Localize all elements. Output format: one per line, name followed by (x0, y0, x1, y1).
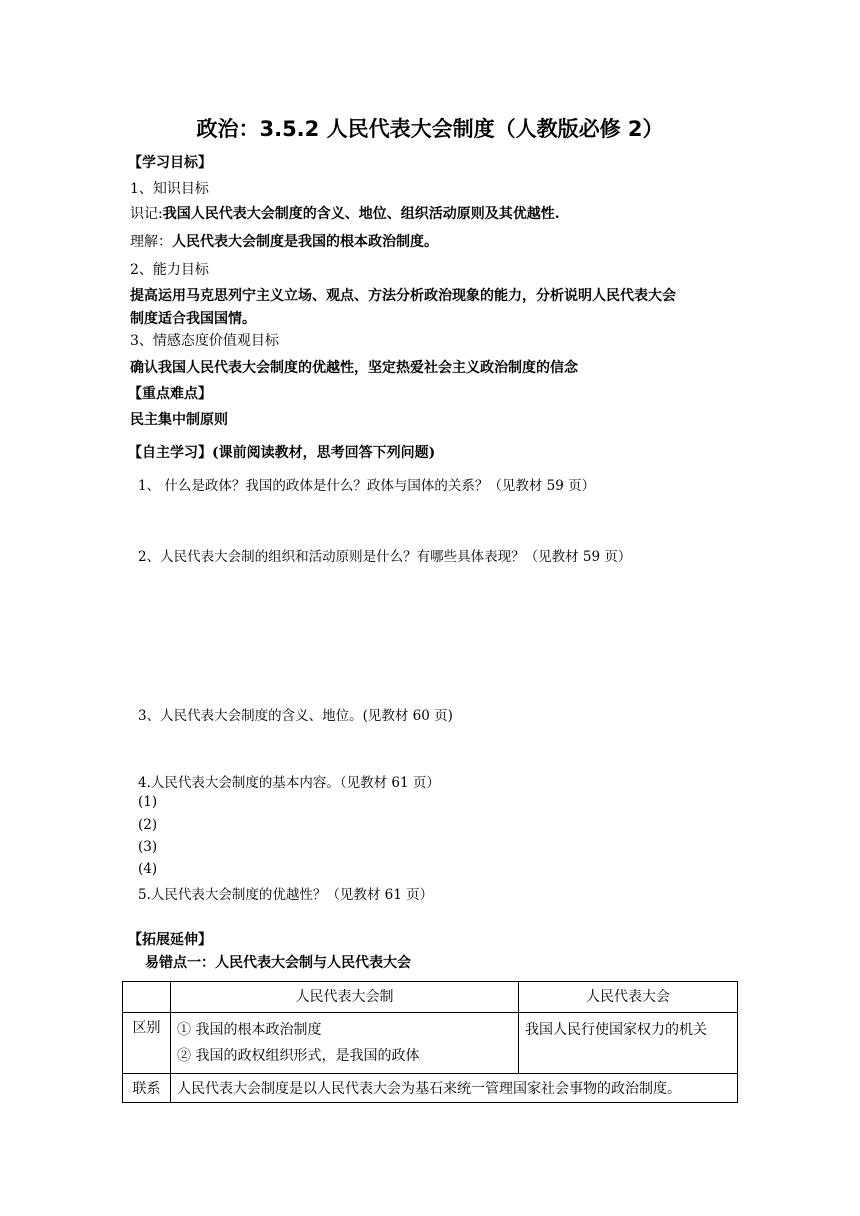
table-row (123, 1074, 738, 1103)
understand-text: 人民代表大会制度是我国的根本政治制度。 (172, 234, 438, 250)
recall-prefix: 识记: (130, 206, 163, 222)
connection-text: 人民代表大会制度是以人民代表大会为基石来统一管理国家社会事物的政治制度。 (171, 1074, 738, 1103)
recall-text: 我国人民代表大会制度的含义、地位、组织活动原则及其优越性. (162, 206, 560, 222)
question-3: 3、人民代表大会制度的含义、地位。(见教材 60 页) (138, 708, 453, 724)
table-header-cell: 人民代表大会 (519, 982, 738, 1013)
extension-header: 【拓展延伸】 (128, 932, 212, 948)
question-5: 5.人民代表大会制度的优越性？（见教材 61 页） (138, 887, 434, 903)
key-points-header: 【重点难点】 (128, 386, 212, 402)
row-label-connection: 联系 (123, 1074, 171, 1103)
understand-line (130, 231, 438, 251)
question-4: 4.人民代表大会制度的基本内容。（见教材 61 页） (138, 775, 440, 791)
question-2: 2、人民代表大会制的组织和活动原则是什么？有哪些具体表现？（见教材 59 页） (138, 549, 632, 565)
table-header-row (123, 982, 738, 1013)
emotion-text: 确认我国人民代表大会制度的优越性，坚定热爱社会主义政治制度的信念 (130, 360, 578, 376)
error-point-1: 易错点一：人民代表大会制与人民代表大会 (145, 955, 411, 971)
emotion-goal-label: 3、情感态度价值观目标 (130, 333, 279, 349)
comparison-table (122, 981, 738, 1103)
knowledge-goal-label: 1、知识目标 (130, 181, 209, 197)
row-label-difference: 区别 (123, 1013, 171, 1074)
question-1: 1、 什么是政体？我国的政体是什么？政体与国体的关系？（见教材 59 页） (138, 478, 596, 494)
sub-item-4: (4) (138, 861, 158, 877)
page-title: 政治：3.5.2 人民代表大会制度（人教版必修 2） (196, 117, 664, 141)
ability-text-line2: 制度适合我国国情。 (130, 311, 256, 327)
table-header-cell: 人民代表大会制 (171, 982, 519, 1013)
ability-text-line1: 提高运用马克思列宁主义立场、观点、方法分析政治现象的能力，分析说明人民代表大会 (130, 288, 676, 304)
understand-prefix: 理解： (130, 234, 172, 250)
difference-item-2: ② 我国的政权组织形式，是我国的政体 (177, 1048, 420, 1064)
difference-congress-text: 我国人民行使国家权力的机关 (525, 1022, 707, 1038)
self-study-header: 【自主学习】(课前阅读教材，思考回答下列问题) (128, 445, 436, 461)
table-cell (519, 1013, 738, 1074)
ability-goal-label: 2、能力目标 (130, 262, 209, 278)
key-points-text: 民主集中制原则 (130, 412, 228, 428)
table-corner-cell (123, 982, 171, 1013)
sub-item-1: (1) (138, 794, 158, 810)
table-row (123, 1013, 738, 1074)
recall-line (130, 203, 560, 223)
sub-item-2: (2) (138, 817, 158, 833)
sub-item-3: (3) (138, 839, 158, 855)
table-cell (171, 1013, 519, 1074)
difference-item-1: ① 我国的根本政治制度 (177, 1022, 322, 1038)
goals-header: 【学习目标】 (128, 155, 212, 171)
